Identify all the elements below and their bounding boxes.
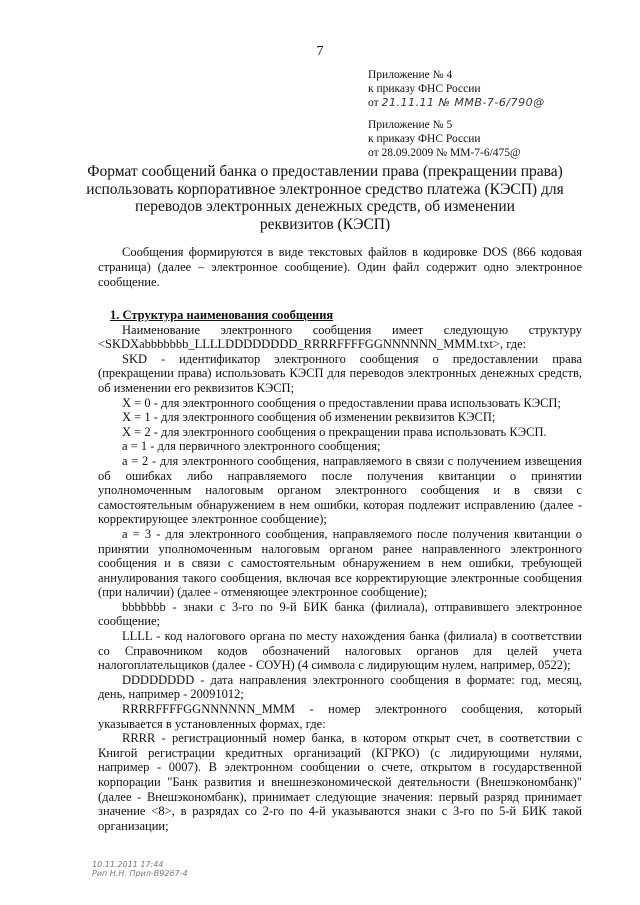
appendix-previous-line3: от 28.09.2009 № ММ-7-6/475@ [368,147,521,159]
title-line: Формат сообщений банка о предоставлении права (прекращении права) [87,163,563,180]
appendix-previous [368,118,521,160]
paragraph-a1: a = 1 - для первичного электронного сообщения; [122,439,381,454]
appendix-previous-line2: к приказу ФНС России [368,133,481,145]
paragraph-a2: a = 2 - для электронного сообщения, направляемого в связи с получением извещения об ошибках либо направляемого после получения квитанции о принятии уполномоченным налоговым органом электронного сообщения и в связи с самостоятельным обнаружением в нем ошибки, которая подлежит исправлению (далее - корректирующее электронное сообщение); [98,453,582,527]
appendix-current-line1: Приложение № 4 [368,69,453,81]
paragraph-x1: X = 1 - для электронного сообщения об изменении реквизитов КЭСП; [122,410,496,425]
paragraph-a3: a = 3 - для электронного сообщения, направляемого после получения квитанции о принятии уполномоченным налоговым органом ранее направленного электронного сообщения и в связи с самостоятельным обнаружением в нем ошибки, требующей аннулирования такого сообщения, включая все корректирующие электронные сообщения (при наличии) (далее - отменяющее электронное сообщение); [98,526,582,600]
paragraph-rrrr: RRRR - регистрационный номер банка, в котором открыт счет, в соответствии с Книгой регистрации кредитных организаций (КГРКО) (с лидирующими нулями, например - 0007). В электронном сообщении о счете, открытом в государственной корпорации "Банк развития и внешнеэкономической деятельности (Внешэкономбанк)" (далее - Внешэкономбанк), принимает следующие значения: первый разряд принимает значение <8>, в разрядах со 2-го по 4-й указываются знаки с 3-го по 5-й БИК такой организации; [98,731,582,833]
paragraph-number: RRRRFFFFGGNNNNNN_MMM - номер электронного сообщения, который указывается в установленных формах, где: [98,702,582,731]
title-line: реквизитов (КЭСП) [259,215,391,233]
print-footer [92,860,188,878]
title-line: переводов электронных денежных средств, об изменении [135,198,515,215]
paragraph-date: DDDDDDDD - дата направления электронного сообщения в формате: год, месяц, день, например - 20091012; [98,672,582,702]
appendix-current-date-prefix: от [368,97,379,109]
page-number: 7 [316,44,324,59]
footer-timestamp: 10.11.2011 17:44 [92,860,164,869]
intro-paragraph: Сообщения формируются в виде текстовых файлов в кодировке DOS (866 кодовая страница) (далее – электронное сообщение). Один файл содержит одно электронное сообщение. [98,245,582,289]
appendix-current-line3 [368,96,545,110]
paragraph-bik: bbbbbbb - знаки с 3-го по 9-й БИК банка (филиала), отправившего электронное сообщение; [98,599,582,629]
title-line: использовать корпоративное электронное средство платежа (КЭСП) для [86,180,564,198]
appendix-previous-line1: Приложение № 5 [368,119,453,131]
section-structure [98,308,582,833]
section-heading: 1. Структура наименования сообщения [110,308,334,322]
paragraph-x0: X = 0 - для электронного сообщения о предоставлении права использовать КЭСП; [122,395,561,410]
footer-file-ref: Рип Н.Н. Прил-В9267-4 [92,869,188,878]
appendix-current-line2: к приказу ФНС России [368,83,481,95]
appendix-current [368,68,545,110]
paragraph-x2: X = 2 - для электронного сообщения о прекращении права использовать КЭСП. [122,424,547,439]
paragraph-structure: Наименование электронного сообщения имеет следующую структуру <SKDXabbbbbbb_LLLLDDDDDDDD_RRRRFFFFGGNNNNNN_MMM.txt>, где: [98,322,582,352]
document-title [60,163,590,233]
paragraph-llll: LLLL - код налогового органа по месту нахождения банка (филиала) в соответствии со Справочником кодов обозначений налоговых органов для целей учета налогоплательщиков (далее - СОУН) (4 символа с лидирующим нулем, например, 0522); [98,629,582,673]
handwritten-order-number: 21.11.11 № ММВ-7-6/790@ [381,96,545,109]
paragraph-skd: SKD - идентификатор электронного сообщения о предоставлении права (прекращении права) использовать КЭСП для переводов электронных денежных средств, об изменении его реквизитов КЭСП; [98,351,582,395]
